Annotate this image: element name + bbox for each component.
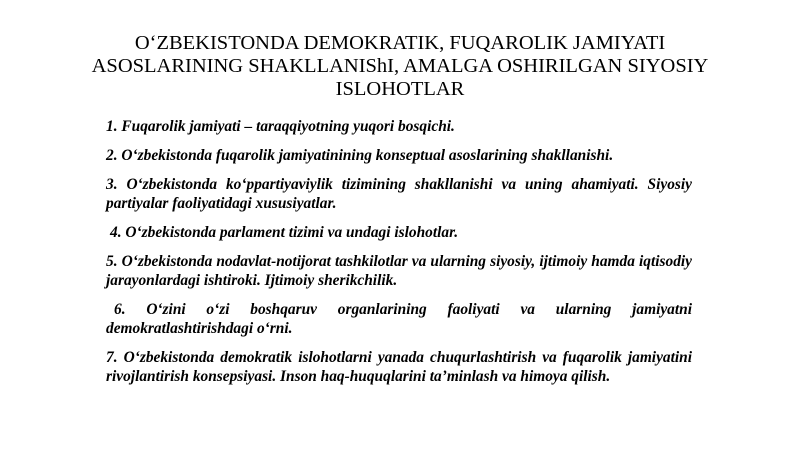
topic-item-2: 2. O‘zbekistonda fuqarolik jamiyatinining konseptual asoslarining shakllanishi. bbox=[106, 147, 614, 164]
topic-item-3: 3. O‘zbekistonda ko‘ppartiyaviylik tizimining shakllanishi va uning ahamiyati. Siyosiy partiyalar faoliyatidagi xususiyatlar. bbox=[106, 176, 692, 212]
slide-title: O‘ZBEKISTONDA DEMOKRATIK, FUQAROLIK JAMIYATI ASOSLARINING SHAKLLANIShI, AMALGA OSHIRILGAN SIYOSIY ISLOHOTLAR bbox=[91, 32, 709, 100]
topic-item-4: 4. O‘zbekistonda parlament tizimi va undagi islohotlar. bbox=[110, 224, 459, 241]
topic-item-7: 7. O‘zbekistonda demokratik islohotlarni yanada chuqurlashtirish va fuqarolik jamiyatini rivojlantirish konsepsiyasi. Inson haq-huquqlarini ta’minlash va himoya qilish. bbox=[106, 349, 692, 385]
topic-item-6: 6. O‘zini o‘zi boshqaruv organlarining faoliyati va ularning jamiyatni demokratlashtirishdagi o‘rni. bbox=[106, 301, 692, 337]
topic-item-1: 1. Fuqarolik jamiyati – taraqqiyotning yuqori bosqichi. bbox=[106, 118, 455, 135]
topic-list bbox=[106, 117, 692, 396]
topic-item-5: 5. O‘zbekistonda nodavlat-notijorat tashkilotlar va ularning siyosiy, ijtimoiy hamda iqtisodiy jarayonlardagi ishtiroki. Ijtimoiy sherikchilik. bbox=[106, 253, 692, 289]
